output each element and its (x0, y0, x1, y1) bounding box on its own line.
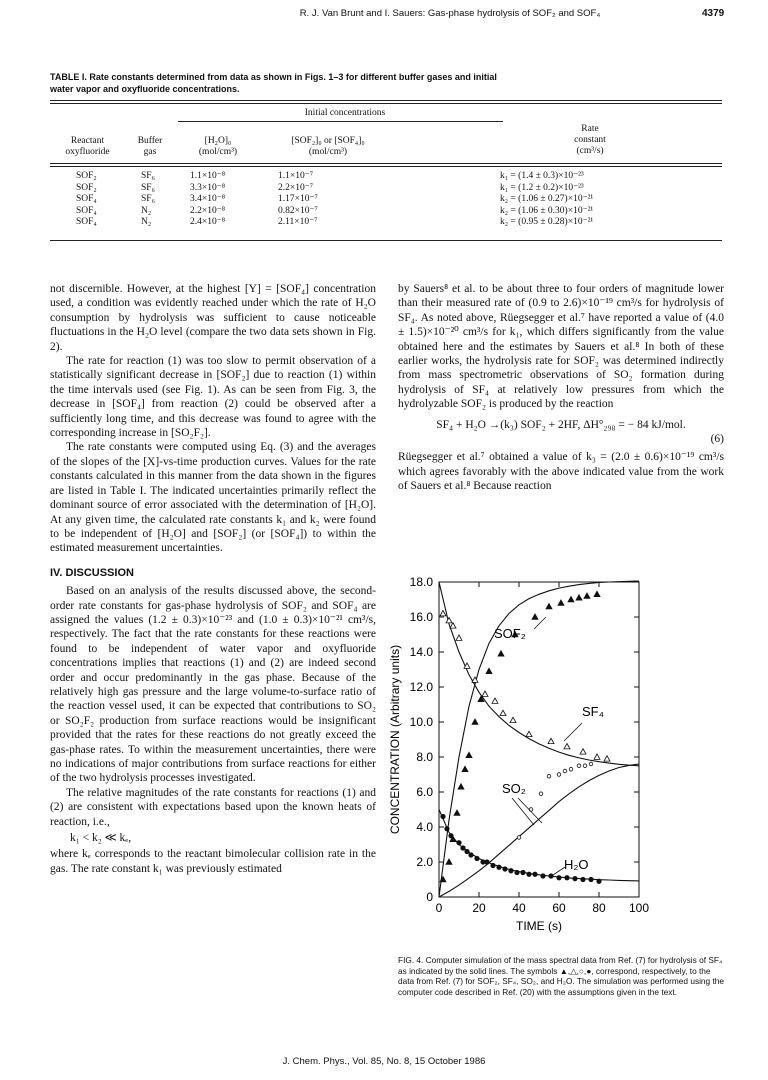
left-column (50, 282, 376, 876)
data-point-filled-circle (581, 877, 585, 881)
plot-frame (439, 582, 639, 897)
data-point-filled-circle (445, 827, 449, 831)
data-point-open-triangle (548, 738, 554, 743)
data-point-filled-circle (541, 874, 545, 878)
data-point-filled-circle (485, 860, 489, 864)
data-point-filled-triangle (498, 651, 504, 656)
data-point-open-circle (557, 773, 561, 777)
data-point-filled-circle (573, 876, 577, 880)
data-point-filled-triangle (462, 766, 468, 771)
data-point-open-triangle (500, 710, 506, 715)
annotation-sof2: SOF₂ (494, 626, 526, 641)
table-cell: N₂ (141, 205, 152, 216)
paragraph: Based on an analysis of the results discussed above, the second-order rate constants for gas-phase hydrolysis of SOF₂ and SOF₄ are assigned the values (1.2 ± 0.3)×10⁻²³ and (1.0 ± 0.3)×10⁻²¹ cm³/s, respectively. The fact that the rate constants for these reactions were found to be independent of water vapor and oxyfluoride concentrations implies that reactions (1) and (2) are indeed second order and occur predominantly in the gas phase. Because of the relatively high gas pressure and the large volume-to-surface ratio of the reaction vessel used, it can be expected that contributions to SO₂ or SO₂F₂ production from surface reactions would be insignificant provided that the rates for these reactions do not greatly exceed the gas-phase rates. To within the measurement uncertainties, there were no indications of major contributions from surface reactions for either of the two hydrolysis processes investigated. (50, 585, 376, 785)
table-cell: 3.3×10⁻⁸ (190, 182, 226, 193)
table-caption-line-2: water vapor and oxyfluoride concentrations. (50, 84, 240, 94)
data-point-filled-circle (589, 877, 593, 881)
data-point-filled-triangle (532, 614, 538, 619)
y-tick-label: 4.0 (416, 820, 433, 834)
data-point-filled-circle (441, 814, 445, 818)
x-tick-label: 20 (472, 901, 486, 915)
table-cell: SOF₄ (76, 217, 97, 227)
data-point-filled-circle (497, 865, 501, 869)
paragraph: Rüegsegger et al.⁷ obtained a value of k₃ = (2.0 ± 0.6)×10⁻¹⁹ cm³/s which agrees favorably with the above indicated value from the work of Sauers et al.⁸ Because reaction (398, 451, 724, 493)
paragraph: by Sauers⁸ et al. to be about three to four orders of magnitude lower than their measured rate of (0.9 to 2.6)×10⁻¹⁹ cm³/s for hydrolysis of SF₄. As noted above, Rüegsegger et al.⁷ have reported a value of (4.0 ± 1.5)×10⁻²⁰ cm³/s for k₁, which differs significantly from the value obtained here and the estimates by Sauers et al.⁸ In both of these earlier works, the hydrolysis rate for SOF₂ was determined indirectly from mass spectrometric observations of SO₂ formation during hydrolysis of SF₄ at relatively low pressures from which the hydrolyzable SOF₂ is produced by the reaction (398, 283, 724, 411)
table-cell: k₂ = (1.06 ± 0.27)×10⁻²¹ (500, 194, 594, 204)
data-point-filled-circle (449, 834, 453, 838)
table-caption (50, 71, 690, 95)
data-point-open-circle (547, 774, 551, 778)
data-point-filled-triangle (558, 600, 564, 605)
y-axis-label: CONCENTRATION (Arbitrary units) (388, 644, 402, 835)
data-point-filled-triangle (546, 604, 552, 609)
y-tick-label: 8.0 (416, 750, 433, 764)
paragraph: The rate for reaction (1) was too slow to permit observation of a statistically significant decrease in [SOF₂] due to reaction (1) within the time intervals used (see Fig. 1). As can be seen from Fig. 3, the decrease in [SOF₄] from reaction (2) could be observed after a sufficiently long time, and this decrease was found to agree with the corresponding increase in [SO₂F₂]. (50, 355, 376, 440)
data-point-open-triangle (604, 756, 610, 761)
paragraph: where kₑ corresponds to the reactant bimolecular collision rate in the gas. The rate constant k₁ was previously estimated (50, 848, 376, 875)
data-point-filled-triangle (584, 593, 590, 598)
figure-caption: FIG. 4. Computer simulation of the mass spectral data from Ref. (7) for hydrolysis of SF₄ as indicated by the solid lines. The symbols ▲,△,○,●, correspond, respectively, to the data from Ref. (7) for SOF₂, SF₄, SO₂, and H₂O. The simulation was performed using the computer code described in Ref. (20) with the assumptions given in the text. (398, 955, 724, 997)
table-cell: SOF₄ (76, 205, 97, 216)
data-point-open-triangle (510, 717, 516, 722)
equation-number: (6) (710, 433, 724, 446)
data-point-open-circle (577, 764, 581, 768)
y-tick-label: 2.0 (416, 855, 433, 869)
data-point-filled-circle (565, 876, 569, 880)
data-point-filled-circle (597, 879, 601, 883)
data-point-filled-triangle (594, 591, 600, 596)
x-tick-label: 100 (628, 901, 650, 915)
col-header-oxyfluoride: [SOF₂]₀ or [SOF₄]₀ (mol/cm³) (291, 136, 365, 157)
table-cell: 1.1×10⁻⁸ (190, 171, 226, 181)
table-cell: 3.4×10⁻⁸ (190, 194, 226, 204)
data-point-filled-triangle (472, 719, 478, 724)
table-rule-header-2 (50, 166, 722, 167)
data-point-open-circle (589, 762, 593, 766)
annotation-so2: SO₂ (502, 781, 526, 796)
y-tick-label: 10.0 (409, 715, 433, 729)
table-cell: 2.2×10⁻⁷ (278, 182, 314, 193)
data-point-open-circle (563, 769, 567, 773)
data-point-filled-circle (491, 863, 495, 867)
col-header-h2o: [H₂O]₀ (mol/cm³) (198, 136, 238, 157)
x-tick-label: 80 (592, 901, 606, 915)
table-cell: SF₆ (141, 194, 155, 204)
table-cell: 1.1×10⁻⁷ (278, 171, 314, 181)
data-point-filled-circle (521, 870, 525, 874)
data-point-filled-circle (509, 869, 513, 873)
inequality: k₁ < k₂ ≪ kₑ, (70, 832, 132, 845)
data-point-filled-circle (457, 841, 461, 845)
y-tick-label: 14.0 (409, 645, 433, 659)
table-cell: k₂ = (1.06 ± 0.30)×10⁻²¹ (500, 205, 594, 216)
data-point-filled-triangle (458, 784, 464, 789)
table-cell: 2.4×10⁻⁸ (190, 217, 226, 227)
page-number: 4379 (702, 8, 725, 19)
col-header-reactant: Reactant oxyfluoride (65, 136, 110, 157)
table-caption-line-1: TABLE I. Rate constants determined from data as shown in Figs. 1–3 for different buffer gases and initial (50, 72, 497, 82)
data-point-open-circle (539, 792, 543, 796)
data-point-filled-circle (461, 846, 465, 850)
table-cell: SOF₂ (76, 171, 97, 181)
y-tick-label: 16.0 (409, 610, 433, 624)
data-point-open-triangle (440, 611, 446, 616)
table-cell: 2.11×10⁻⁷ (278, 217, 318, 227)
y-tick-label: 6.0 (416, 785, 433, 799)
x-tick-label: 0 (435, 901, 443, 915)
journal-footer: J. Chem. Phys., Vol. 85, No. 8, 15 October 1986 (282, 1056, 486, 1067)
data-point-open-circle (583, 764, 587, 768)
data-point-filled-circle (533, 872, 537, 876)
section-heading: IV. DISCUSSION (50, 566, 134, 579)
table-cell: SF₆ (141, 171, 155, 181)
right-column (398, 282, 724, 494)
table-cell: 2.2×10⁻⁸ (190, 205, 226, 216)
table-cell: SOF₂ (76, 182, 97, 193)
equation: SF₄ + H₂O →(k₃) SOF₂ + 2HF, ΔH°₂₉₈ = − 84 kJ/mol. (436, 418, 686, 431)
annotation-sf4: SF₄ (582, 704, 604, 719)
table-cell: SF₆ (141, 182, 155, 193)
table-cell: k₁ = (1.4 ± 0.3)×10⁻²³ (500, 171, 584, 181)
x-axis-label: TIME (s) (516, 919, 562, 933)
simulation-line-2 (439, 764, 639, 897)
annotation-h2o: H₂O (564, 857, 589, 872)
paragraph: not discernible. However, at the highest [Y] = [SOF₄] concentration used, a condition was evidently reached under which the rate of H₂O consumption by hydrolysis was sufficient to cause noticeable fluctuations in the H₂O level (compare the two data sets shown in Fig. 2). (50, 283, 376, 353)
data-point-filled-triangle (466, 752, 472, 757)
y-tick-label: 12.0 (409, 680, 433, 694)
table-cell: k₂ = (0.95 ± 0.28)×10⁻²¹ (500, 217, 594, 227)
table-cell: k₁ = (1.2 ± 0.2)×10⁻²³ (500, 182, 584, 193)
data-point-open-triangle (492, 698, 498, 703)
table-rule-top (50, 100, 722, 101)
data-point-open-triangle (564, 744, 570, 749)
y-tick-label: 18.0 (409, 575, 433, 589)
data-point-filled-triangle (576, 595, 582, 600)
running-head: R. J. Van Brunt and I. Sauers: Gas-phase hydrolysis of SOF₂ and SOF₄ (299, 8, 601, 19)
data-point-filled-circle (527, 872, 531, 876)
paragraph: The relative magnitudes of the rate constants for reactions (1) and (2) are consistent with expectations based upon the known heats of reaction, i.e., (50, 786, 376, 828)
data-point-filled-triangle (486, 668, 492, 673)
figure-4-chart (382, 565, 742, 975)
table-cell: 1.17×10⁻⁷ (278, 194, 318, 204)
table-cell: N₂ (141, 217, 152, 227)
table-rule-bottom (50, 240, 722, 241)
table-cell: 0.82×10⁻⁷ (278, 205, 318, 216)
data-point-open-triangle (580, 749, 586, 754)
data-point-filled-triangle (454, 810, 460, 815)
data-point-open-triangle (482, 691, 488, 696)
data-point-open-triangle (456, 635, 462, 640)
y-tick-label: 0 (426, 890, 433, 904)
table-rule-header (50, 163, 722, 164)
data-point-open-circle (517, 836, 521, 840)
col-header-buffer: Buffer gas (137, 136, 163, 157)
paragraph: The rate constants were computed using Eq. (3) and the averages of the slopes of the [X]-vs-time production curves. Values for the rate constants calculated in this manner from the data shown in the figures are listed in Table I. The indicated uncertainties primarily reflect the dominant source of error associated with the determination of [H₂O]. At any given time, the calculated rate constants k₁ and k₂ were found to be independent of [H₂O] and [SOF₂] (or [SOF₄]) to within the estimated measurement uncertainties. (50, 441, 376, 555)
data-point-filled-circle (515, 870, 519, 874)
x-tick-label: 40 (512, 901, 526, 915)
table-rule-top-2 (50, 103, 722, 104)
data-point-filled-circle (465, 849, 469, 853)
data-point-filled-circle (469, 853, 473, 857)
table-span-rule (178, 121, 503, 122)
simulation-line-0 (439, 581, 639, 897)
data-point-filled-circle (503, 867, 507, 871)
data-point-filled-triangle (568, 597, 574, 602)
simulation-line-1 (439, 582, 639, 766)
x-tick-label: 60 (552, 901, 566, 915)
col-header-rate: Rate constant (cm³/s) (574, 124, 606, 156)
data-point-filled-circle (475, 856, 479, 860)
data-point-filled-circle (557, 876, 561, 880)
data-point-open-triangle (526, 731, 532, 736)
data-point-open-triangle (446, 618, 452, 623)
data-point-open-circle (569, 767, 573, 771)
table-cell: SOF₄ (76, 194, 97, 204)
data-point-filled-triangle (446, 859, 452, 864)
data-point-open-triangle (594, 754, 600, 759)
data-point-open-triangle (450, 623, 456, 628)
table-span-header: Initial concentrations (304, 108, 386, 118)
